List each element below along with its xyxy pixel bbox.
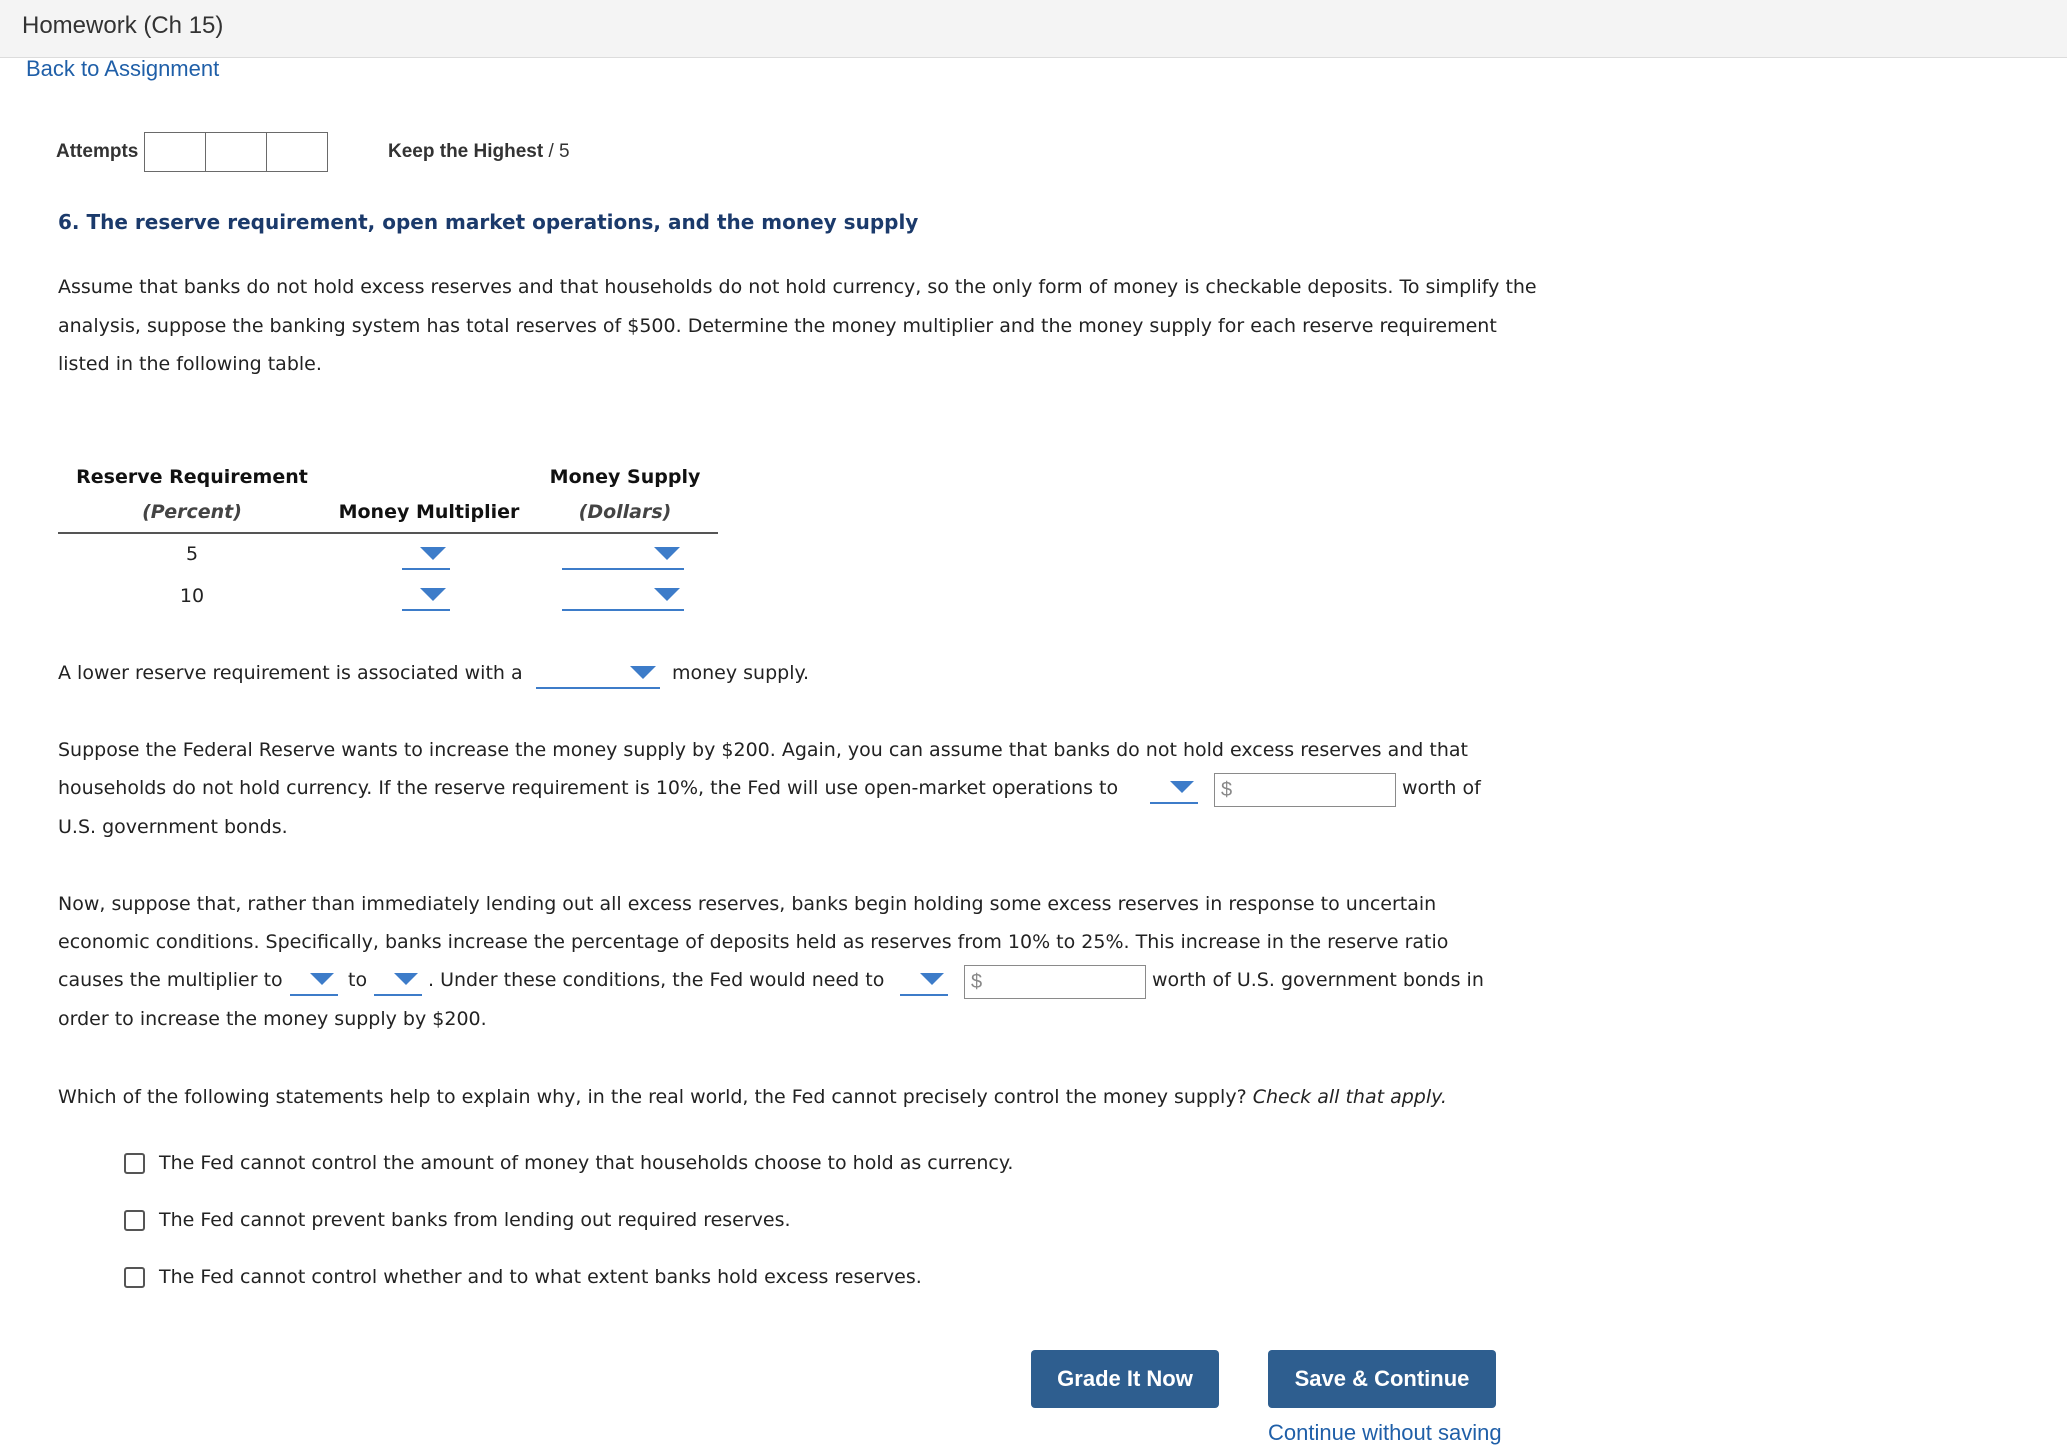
attempt-box — [144, 132, 206, 172]
save-and-continue-button[interactable]: Save & Continue — [1268, 1350, 1496, 1408]
chevron-down-icon — [310, 973, 334, 985]
excess-paragraph-line-4: order to increase the money supply by $200. — [58, 1008, 487, 1030]
excess-paragraph-line-3c: . Under these conditions, the Fed would need to — [428, 969, 885, 991]
col-header-money-supply: Money Supply — [549, 466, 701, 488]
attempt-box — [205, 132, 267, 172]
continue-without-saving-link[interactable]: Continue without saving — [1268, 1420, 1502, 1445]
attempt-boxes — [145, 132, 328, 172]
excess-paragraph-line-2: economic conditions. Specifically, banks increase the percentage of deposits held as reserves from 10% to 25%. This increase in the reserve ratio — [58, 931, 1449, 953]
row-1-money-multiplier-dropdown[interactable] — [402, 542, 450, 570]
fed-paragraph-line-3: U.S. government bonds. — [58, 816, 288, 838]
question-title: 6. The reserve requirement, open market operations, and the money supply — [58, 210, 919, 234]
keep-highest-label — [388, 141, 570, 163]
option-3-label: The Fed cannot control whether and to what extent banks hold excess reserves. — [159, 1266, 922, 1288]
col-header-money-multiplier: Money Multiplier — [338, 501, 520, 523]
option-1[interactable] — [124, 1152, 1013, 1174]
option-3-checkbox[interactable] — [124, 1267, 145, 1288]
attempts-max: / 5 — [548, 141, 570, 162]
chevron-down-icon — [394, 973, 418, 985]
lower-rr-text-before: A lower reserve requirement is associated with a — [58, 662, 523, 684]
chevron-down-icon — [1170, 781, 1194, 793]
chevron-down-icon — [920, 973, 944, 985]
option-2-checkbox[interactable] — [124, 1210, 145, 1231]
option-3[interactable] — [124, 1266, 922, 1288]
option-2-label: The Fed cannot prevent banks from lending out required reserves. — [159, 1209, 791, 1231]
dollar-sign: $ — [1221, 778, 1233, 801]
excess-paragraph-line-3d: worth of U.S. government bonds in — [1152, 969, 1484, 991]
option-1-checkbox[interactable] — [124, 1153, 145, 1174]
excess-paragraph-line-1: Now, suppose that, rather than immediately lending out all excess reserves, banks begin holding some excess reserves in response to uncertain — [58, 893, 1437, 915]
excess-paragraph-to: to — [348, 969, 368, 991]
fed-paragraph-line-1: Suppose the Federal Reserve wants to increase the money supply by $200. Again, you can assume that banks do not hold excess reserves and that — [58, 739, 1468, 761]
row-1-money-supply-dropdown[interactable] — [562, 542, 684, 570]
row-2-money-supply-dropdown[interactable] — [562, 583, 684, 611]
attempts-label: Attempts — [56, 141, 139, 162]
lower-rr-dropdown[interactable] — [536, 661, 660, 689]
excess-paragraph-line-3a: causes the multiplier to — [58, 969, 283, 991]
fed-paragraph-line-2: households do not hold currency. If the reserve requirement is 10%, the Fed will use open-market operations to — [58, 777, 1119, 799]
lower-rr-text-after: money supply. — [672, 662, 810, 684]
top-bar — [0, 0, 2067, 58]
which-hint: Check all that apply. — [1252, 1086, 1447, 1108]
back-to-assignment-link[interactable]: Back to Assignment — [26, 56, 220, 81]
option-2[interactable] — [124, 1209, 791, 1231]
multiplier-direction-dropdown[interactable] — [290, 968, 338, 996]
chevron-down-icon — [654, 588, 680, 601]
fed-need-action-dropdown[interactable] — [900, 968, 948, 996]
row-2-reserve-requirement: 10 — [179, 585, 205, 607]
which-prompt — [58, 1086, 1447, 1108]
col-subheader-dollars: (Dollars) — [578, 501, 672, 523]
dollar-sign: $ — [971, 970, 983, 993]
col-subheader-percent: (Percent) — [142, 501, 242, 523]
chevron-down-icon — [654, 547, 680, 560]
fed-paragraph-worth-of: worth of — [1402, 777, 1481, 799]
fed-need-amount-field[interactable] — [964, 965, 1146, 999]
row-1-reserve-requirement: 5 — [185, 543, 199, 565]
chevron-down-icon — [420, 588, 446, 601]
attempt-box — [266, 132, 328, 172]
page-title: Homework (Ch 15) — [22, 12, 224, 39]
row-2-money-multiplier-dropdown[interactable] — [402, 583, 450, 611]
chevron-down-icon — [630, 666, 656, 679]
col-header-reserve-requirement: Reserve Requirement — [76, 466, 308, 488]
grade-it-now-button[interactable]: Grade It Now — [1031, 1350, 1219, 1408]
table-header-rule — [58, 532, 718, 534]
chevron-down-icon — [420, 547, 446, 560]
option-1-label: The Fed cannot control the amount of money that households choose to hold as currency. — [159, 1152, 1014, 1174]
question-intro: Assume that banks do not hold excess reserves and that households do not hold currency, so the only form of money is checkable deposits. To simplify the analysis, suppose the banking system has total reserves of $500. Determine the money multiplier and the money supply for each reserve requirement listed in the following table. — [58, 276, 1537, 375]
multiplier-value-dropdown[interactable] — [374, 968, 422, 996]
fed-bonds-amount-field[interactable] — [1214, 773, 1396, 807]
fed-action-dropdown[interactable] — [1150, 776, 1198, 804]
which-prompt-text: Which of the following statements help to explain why, in the real world, the Fed cannot precisely control the money supply? — [58, 1086, 1247, 1108]
keep-highest-text: Keep the Highest — [388, 141, 544, 162]
